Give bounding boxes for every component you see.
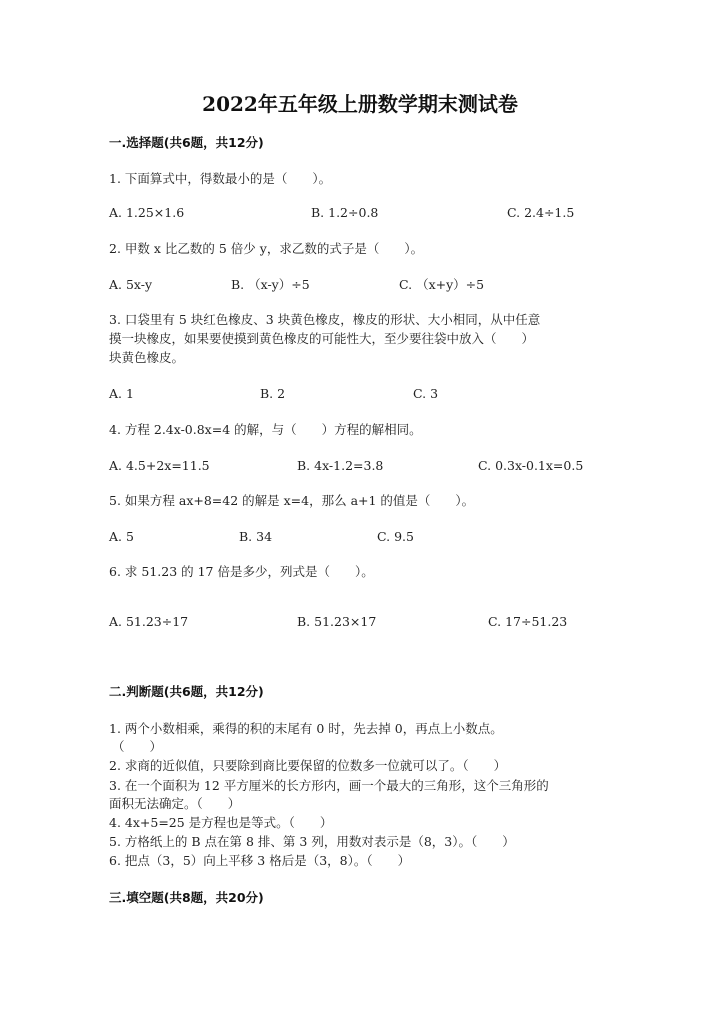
- option-b: B. 51.23×17: [297, 614, 377, 629]
- question-1: 1. 下面算式中，得数最小的是（ ）。: [109, 171, 332, 186]
- section-heading: 三.填空题(共8题，共20分): [109, 890, 264, 905]
- question-4: 4. 方程 2.4x-0.8x=4 的解，与（ ）方程的解相同。: [109, 422, 422, 437]
- option-c: C. 0.3x-0.1x=0.5: [478, 458, 584, 473]
- option-c: C. 17÷51.23: [488, 614, 568, 629]
- section-heading: 一.选择题(共6题，共12分): [109, 135, 264, 150]
- judgement-line: 6. 把点（3，5）向上平移 3 格后是（3，8）。（ ）: [109, 853, 411, 868]
- judgement-line: 5. 方格纸上的 B 点在第 8 排、第 3 列，用数对表示是（8，3）。（ ）: [109, 834, 515, 849]
- option-c: C. （x+y）÷5: [399, 277, 485, 292]
- question-3-line: 块黄色橡皮。: [109, 350, 185, 365]
- option-c: C. 9.5: [377, 529, 414, 544]
- option-a: A. 5x-y: [109, 277, 153, 292]
- question-6: 6. 求 51.23 的 17 倍是多少，列式是（ ）。: [109, 564, 374, 579]
- option-a: A. 1: [109, 386, 134, 401]
- question-5: 5. 如果方程 ax+8=42 的解是 x=4，那么 a+1 的值是（ ）。: [109, 493, 475, 508]
- option-b: B. 4x-1.2=3.8: [297, 458, 384, 473]
- judgement-line: 面积无法确定。（ ）: [109, 796, 241, 811]
- section-heading: 二.判断题(共6题，共12分): [109, 684, 264, 699]
- option-b: B. 1.2÷0.8: [311, 205, 379, 220]
- question-3-line: 摸一块橡皮，如果要使摸到黄色橡皮的可能性大，至少要往袋中放入（ ）: [109, 331, 535, 346]
- judgement-line: 2. 求商的近似值，只要除到商比要保留的位数多一位就可以了。（ ）: [109, 758, 507, 773]
- judgement-line: 3. 在一个面积为 12 平方厘米的长方形内，画一个最大的三角形，这个三角形的: [109, 778, 549, 793]
- option-c: C. 2.4÷1.5: [507, 205, 575, 220]
- option-b: B. （x-y）÷5: [231, 277, 310, 292]
- option-a: A. 51.23÷17: [109, 614, 189, 629]
- question-3-line: 3. 口袋里有 5 块红色橡皮、3 块黄色橡皮，橡皮的形状、大小相同，从中任意: [109, 312, 541, 327]
- judgement-line: 1. 两个小数相乘，乘得的积的末尾有 0 时，先去掉 0，再点上小数点。: [109, 721, 503, 736]
- option-b: B. 34: [239, 529, 273, 544]
- option-c: C. 3: [413, 386, 439, 401]
- page-title: 2022年五年级上册数学期末测试卷: [202, 92, 518, 116]
- option-a: A. 1.25×1.6: [109, 205, 185, 220]
- question-2: 2. 甲数 x 比乙数的 5 倍少 y，求乙数的式子是（ ）。: [109, 241, 424, 256]
- option-a: A. 5: [109, 529, 134, 544]
- answer-blank: （ ）: [112, 739, 163, 754]
- option-a: A. 4.5+2x=11.5: [109, 458, 210, 473]
- judgement-line: 4. 4x+5=25 是方程也是等式。（ ）: [109, 815, 333, 830]
- option-b: B. 2: [260, 386, 286, 401]
